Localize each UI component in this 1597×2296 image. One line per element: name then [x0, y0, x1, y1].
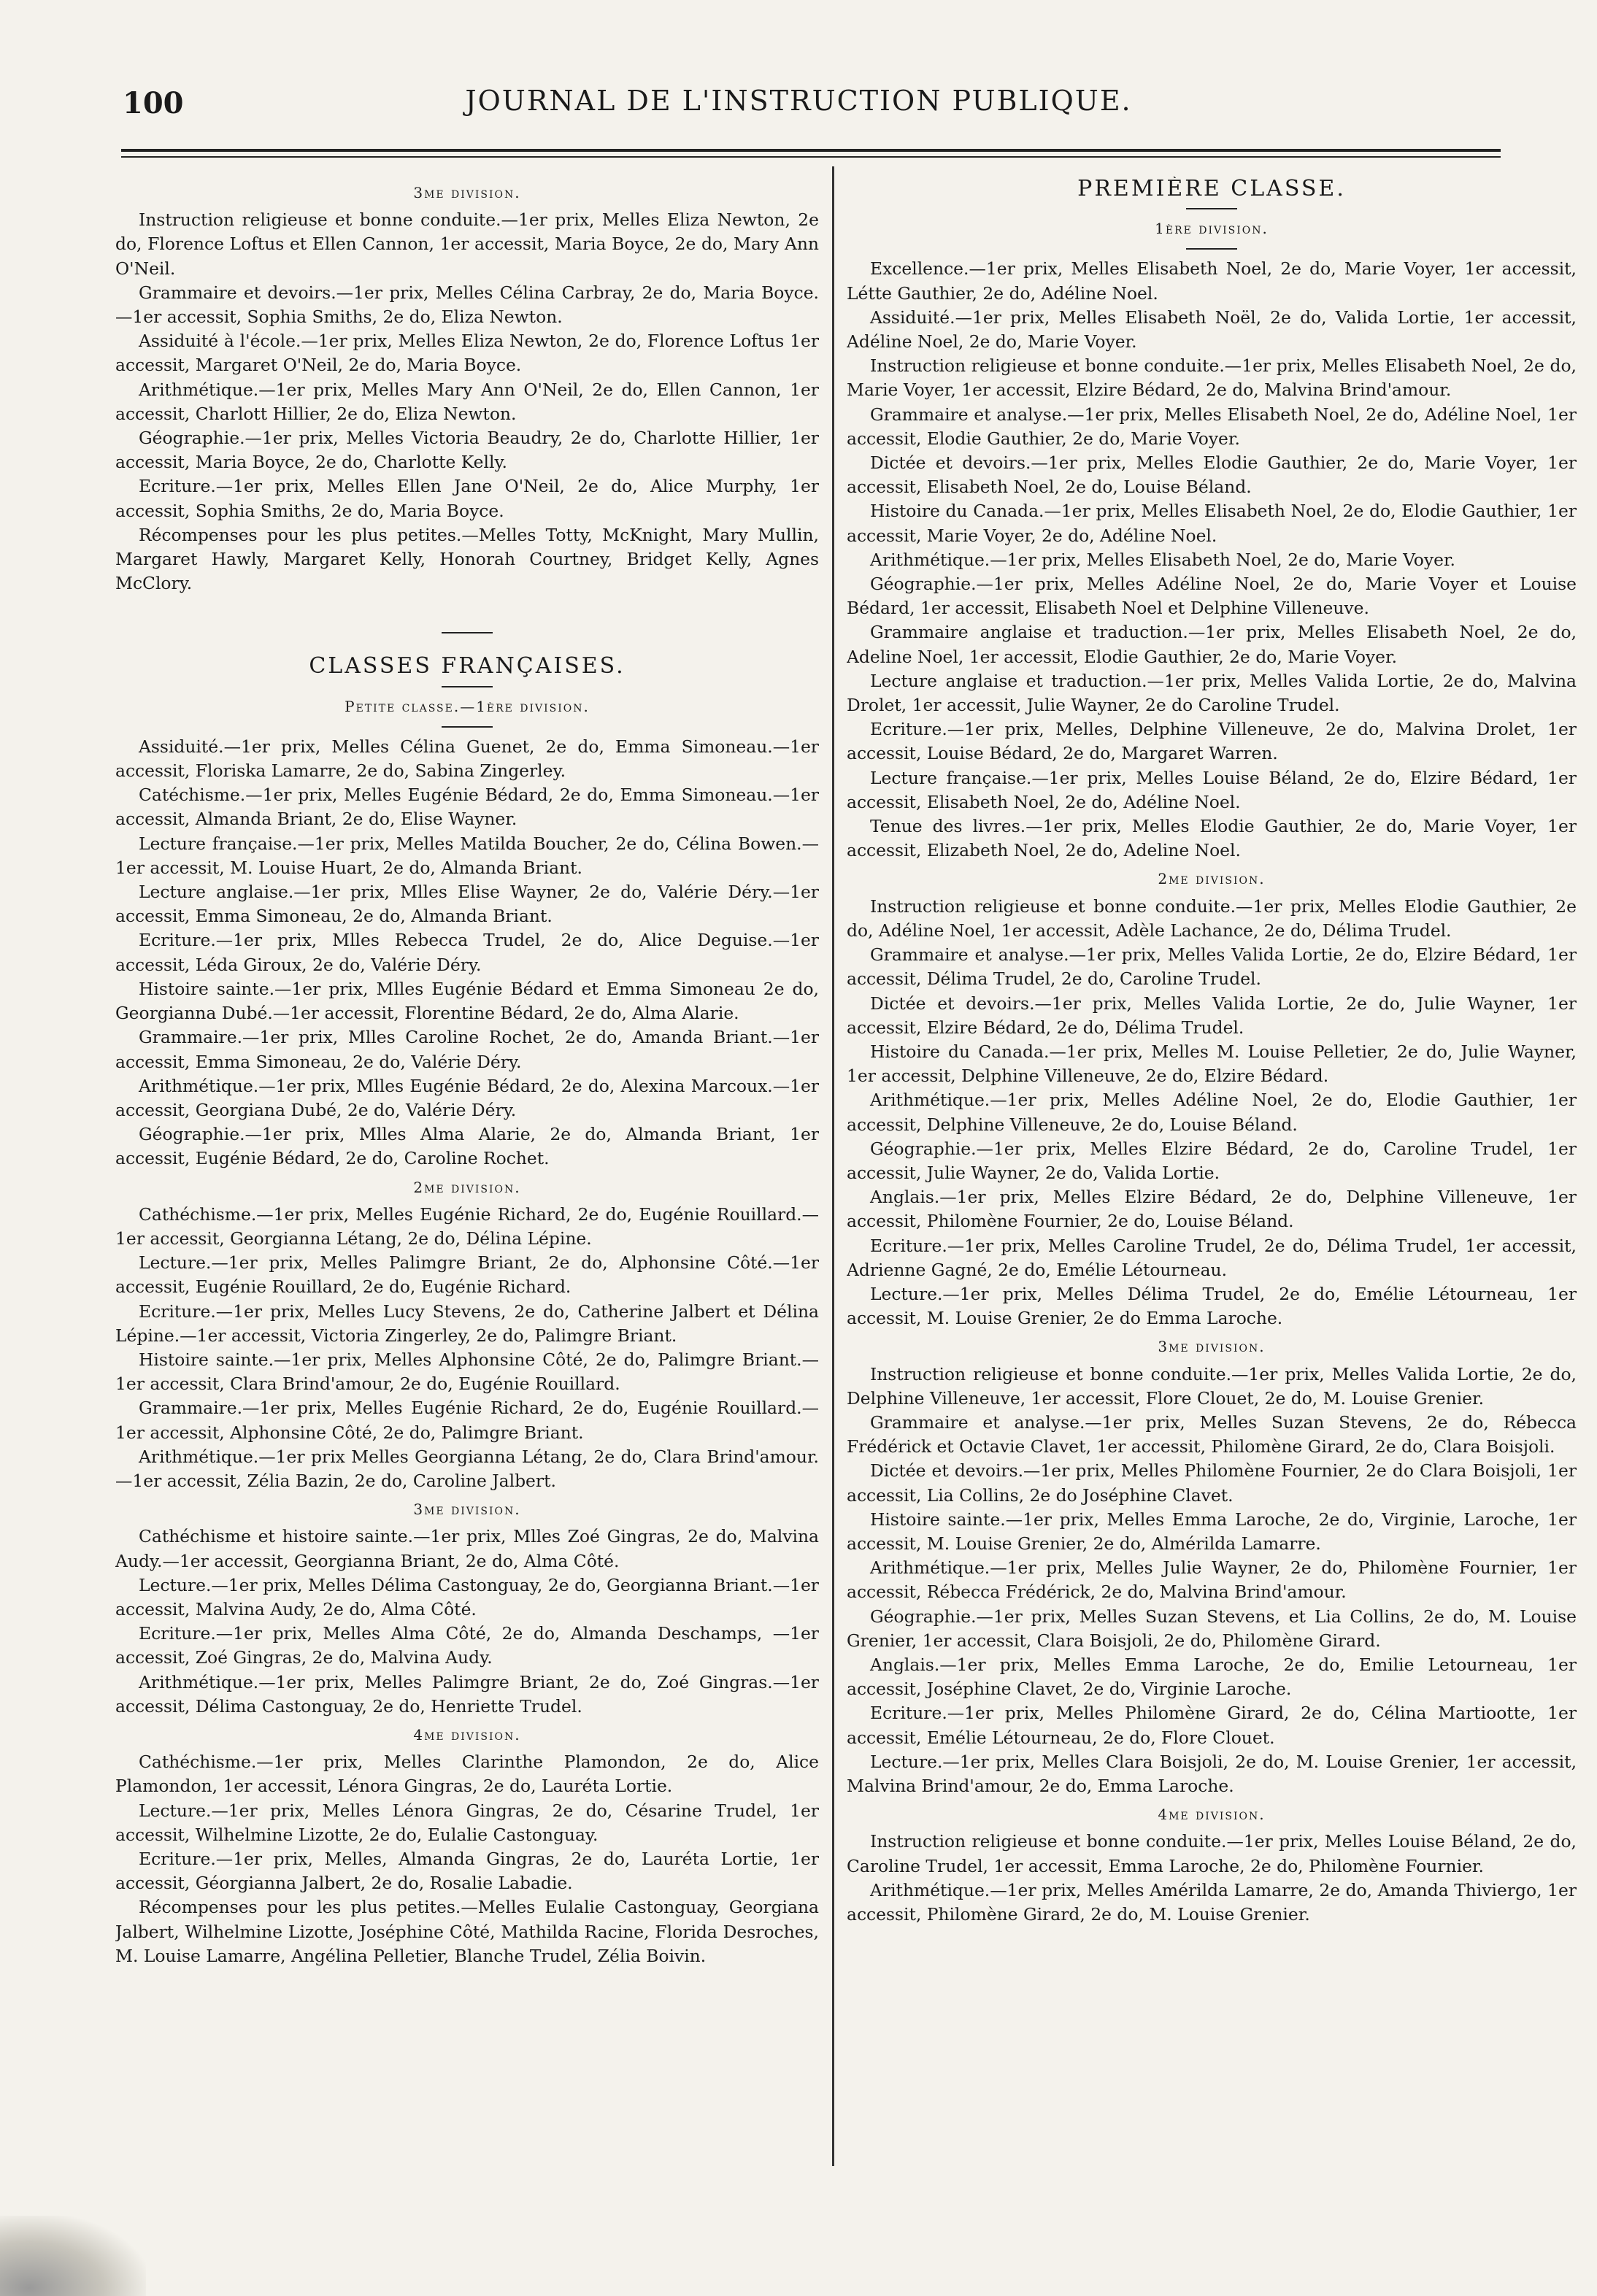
section-spacer — [115, 596, 819, 625]
section-divider — [442, 726, 493, 728]
prize-entry: Récompenses pour les plus petites.—Melles Eulalie Castonguay, Georgiana Jalbert, Wilhelmine Lizotte, Joséphine Côté, Mathilda Racine, Florida Desroches, M. Louise Lamarre, Angélina Pelletier, Blanche Trudel, Zélia Boivin. — [115, 1897, 819, 1966]
prize-entry: Géographie.—1er prix, Melles Suzan Stevens, et Lia Collins, 2e do, M. Louise Grenier, 1er accessit, Clara Boisjoli, 2e do, Philomène Girard. — [847, 1606, 1577, 1651]
prize-entry: Lecture.—1er prix, Melles Lénora Gingras, 2e do, Césarine Trudel, 1er accessit, Wilhelmine Lizotte, 2e do, Eulalie Castonguay. — [115, 1800, 819, 1845]
prize-entry: Anglais.—1er prix, Melles Emma Laroche, 2e do, Emilie Letourneau, 1er accessit, Joséphine Clavet, 2e do, Virginie Laroche. — [847, 1654, 1577, 1700]
binding-shadow — [0, 2216, 146, 2296]
prize-entry: Grammaire anglaise et traduction.—1er prix, Melles Elisabeth Noel, 2e do, Adeline Noel, 1er accessit, Elodie Gauthier, 2e do, Marie Voyer. — [847, 622, 1577, 667]
entry-list — [115, 208, 819, 596]
division-heading: 4me division. — [1158, 1806, 1266, 1824]
division-heading: 3me division. — [413, 184, 521, 201]
division-heading: 4me division. — [413, 1725, 521, 1744]
prize-entry: Arithmétique.—1er prix, Melles Mary Ann O'Neil, 2e do, Ellen Cannon, 1er accessit, Charlott Hillier, 2e do, Eliza Newton. — [115, 379, 819, 424]
header-rule-thin — [121, 156, 1501, 158]
section-title: CLASSES FRANÇAISES. — [309, 653, 626, 679]
running-head: JOURNAL DE L'INSTRUCTION PUBLIQUE. — [465, 85, 1132, 117]
division-heading: Petite classe.—1ère division. — [345, 697, 590, 715]
prize-entry: Histoire sainte.—1er prix, Melles Alphonsine Côté, 2e do, Palimgre Briant.—1er accessit, Clara Brind'amour, 2e do, Eugénie Rouillard. — [115, 1349, 819, 1395]
page-number: 100 — [123, 86, 184, 120]
prize-entry: Arithmétique.—1er prix, Melles Julie Wayner, 2e do, Philomène Fournier, 1er accessit, Rébecca Frédérick, 2e do, Malvina Brind'amour. — [847, 1557, 1577, 1603]
entry-list — [847, 257, 1577, 863]
entry-list — [115, 735, 819, 1171]
prize-entry: Anglais.—1er prix, Melles Elzire Bédard, 2e do, Delphine Villeneuve, 1er accessit, Philomène Fournier, 2e do, Louise Béland. — [847, 1187, 1577, 1232]
section-divider — [1186, 208, 1237, 209]
prize-entry: Histoire sainte.—1er prix, Mlles Eugénie Bédard et Emma Simoneau 2e do, Georgianna Dubé.—1er accessit, Florentine Bédard, 2e do, Alma Alarie. — [115, 978, 819, 1024]
prize-entry: Géographie.—1er prix, Melles Victoria Beaudry, 2e do, Charlotte Hillier, 1er accessit, Maria Boyce, 2e do, Charlotte Kelly. — [115, 428, 819, 473]
prize-entry: Histoire du Canada.—1er prix, Melles M. Louise Pelletier, 2e do, Julie Wayner, 1er accessit, Delphine Villeneuve, 2e do, Elzire Bédard. — [847, 1041, 1577, 1087]
prize-entry: Tenue des livres.—1er prix, Melles Elodie Gauthier, 2e do, Marie Voyer, 1er accessit, Elizabeth Noel, 2e do, Adeline Noel. — [847, 816, 1577, 861]
prize-entry: Grammaire et analyse.—1er prix, Melles Valida Lortie, 2e do, Elzire Bédard, 1er accessit, Délima Trudel, 2e do, Caroline Trudel. — [847, 944, 1577, 990]
prize-entry: Lecture.—1er prix, Melles Délima Castonguay, 2e do, Georgianna Briant.—1er accessit, Malvina Audy, 2e do, Alma Côté. — [115, 1574, 819, 1619]
prize-entry: Ecriture.—1er prix, Melles Philomène Girard, 2e do, Célina Martiootte, 1er accessit, Emélie Létourneau, 2e do, Flore Clouet. — [847, 1703, 1577, 1748]
prize-entry: Assiduité.—1er prix, Melles Elisabeth Noël, 2e do, Valida Lortie, 1er accessit, Adéline Noel, 2e do, Marie Voyer. — [847, 307, 1577, 353]
entry-list — [847, 1830, 1577, 1927]
prize-entry: Ecriture.—1er prix, Melles Ellen Jane O'Neil, 2e do, Alice Murphy, 1er accessit, Sophia Smiths, 2e do, Maria Boyce. — [115, 476, 819, 521]
prize-entry: Instruction religieuse et bonne conduite.—1er prix, Melles Eliza Newton, 2e do, Florence Loftus et Ellen Cannon, 1er accessit, Maria Boyce, 2e do, Mary Ann O'Neil. — [115, 209, 819, 279]
prize-entry: Grammaire.—1er prix, Melles Eugénie Richard, 2e do, Eugénie Rouillard.—1er accessit, Alphonsine Côté, 2e do, Palimgre Briant. — [115, 1398, 819, 1443]
prize-entry: Dictée et devoirs.—1er prix, Melles Valida Lortie, 2e do, Julie Wayner, 1er accessit, Elzire Bédard, 2e do, Délima Trudel. — [847, 993, 1577, 1038]
prize-entry: Ecriture.—1er prix, Melles, Delphine Villeneuve, 2e do, Malvina Drolet, 1er accessit, Louise Bédard, 2e do, Margaret Warren. — [847, 719, 1577, 764]
prize-entry: Ecriture.—1er prix, Melles, Almanda Gingras, 2e do, Lauréta Lortie, 1er accessit, Géorgianna Jalbert, 2e do, Rosalie Labadie. — [115, 1849, 819, 1894]
prize-entry: Arithmétique.—1er prix, Melles Adéline Noel, 2e do, Elodie Gauthier, 1er accessit, Delphine Villeneuve, 2e do, Louise Béland. — [847, 1090, 1577, 1135]
prize-entry: Arithmétique.—1er prix, Mlles Eugénie Bédard, 2e do, Alexina Marcoux.—1er accessit, Georgiana Dubé, 2e do, Valérie Déry. — [115, 1075, 819, 1120]
prize-entry: Géographie.—1er prix, Melles Elzire Bédard, 2e do, Caroline Trudel, 1er accessit, Julie Wayner, 2e do, Valida Lortie. — [847, 1138, 1577, 1183]
division-heading: 2me division. — [1158, 870, 1266, 888]
prize-entry: Grammaire et analyse.—1er prix, Melles Suzan Stevens, 2e do, Rébecca Frédérick et Octavie Clavet, 1er accessit, Philomène Girard, 2e do, Clara Boisjoli. — [847, 1411, 1577, 1457]
prize-entry: Ecriture.—1er prix, Mlles Rebecca Trudel, 2e do, Alice Deguise.—1er accessit, Léda Giroux, 2e do, Valérie Déry. — [115, 930, 819, 975]
division-heading: 3me division. — [413, 1501, 521, 1519]
entry-list — [115, 1203, 819, 1493]
prize-entry: Assiduité.—1er prix, Melles Célina Guenet, 2e do, Emma Simoneau.—1er accessit, Floriska Lamarre, 2e do, Sabina Zingerley. — [115, 736, 819, 782]
prize-entry: Assiduité à l'école.—1er prix, Melles Eliza Newton, 2e do, Florence Loftus 1er accessit, Margaret O'Neil, 2e do, Maria Boyce. — [115, 331, 819, 376]
division-heading: 3me division. — [1158, 1338, 1266, 1356]
section-divider — [442, 632, 493, 633]
prize-entry: Instruction religieuse et bonne conduite.—1er prix, Melles Valida Lortie, 2e do, Delphine Villeneuve, 1er accessit, Flore Clouet, 2e do, M. Louise Grenier. — [847, 1363, 1577, 1409]
prize-entry: Grammaire.—1er prix, Mlles Caroline Rochet, 2e do, Amanda Briant.—1er accessit, Emma Simoneau, 2e do, Valérie Déry. — [115, 1027, 819, 1072]
prize-entry: Histoire du Canada.—1er prix, Melles Elisabeth Noel, 2e do, Elodie Gauthier, 1er accessit, Marie Voyer, 2e do, Adéline Noel. — [847, 501, 1577, 546]
prize-entry: Lecture.—1er prix, Melles Palimgre Briant, 2e do, Alphonsine Côté.—1er accessit, Eugénie Rouillard, 2e do, Eugénie Richard. — [115, 1252, 819, 1298]
entry-list — [115, 1525, 819, 1719]
entry-list — [847, 895, 1577, 1331]
prize-entry: Instruction religieuse et bonne conduite.—1er prix, Melles Elisabeth Noel, 2e do, Marie Voyer, 1er accessit, Elzire Bédard, 2e do, Malvina Brind'amour. — [847, 355, 1577, 401]
prize-entry: Ecriture.—1er prix, Melles Caroline Trudel, 2e do, Délima Trudel, 1er accessit, Adrienne Gagné, 2e do, Emélie Létourneau. — [847, 1235, 1577, 1280]
prize-entry: Ecriture.—1er prix, Melles Lucy Stevens, 2e do, Catherine Jalbert et Délina Lépine.—1er accessit, Victoria Zingerley, 2e do, Palimgre Briant. — [115, 1301, 819, 1346]
prize-entry: Géographie.—1er prix, Mlles Alma Alarie, 2e do, Almanda Briant, 1er accessit, Eugénie Bédard, 2e do, Caroline Rochet. — [115, 1124, 819, 1169]
division-heading: 1ère division. — [1155, 220, 1269, 238]
prize-entry: Cathéchisme et histoire sainte.—1er prix, Mlles Zoé Gingras, 2e do, Malvina Audy.—1er accessit, Georgianna Briant, 2e do, Alma Côté. — [115, 1526, 819, 1571]
prize-entry: Arithmétique.—1er prix, Melles Palimgre Briant, 2e do, Zoé Gingras.—1er accessit, Délima Castonguay, 2e do, Henriette Trudel. — [115, 1671, 819, 1717]
prize-entry: Histoire sainte.—1er prix, Melles Emma Laroche, 2e do, Virginie, Laroche, 1er accessit, M. Louise Grenier, 2e do, Almérilda Lamarre. — [847, 1509, 1577, 1554]
prize-entry: Ecriture.—1er prix, Melles Alma Côté, 2e do, Almanda Deschamps, —1er accessit, Zoé Gingras, 2e do, Malvina Audy. — [115, 1623, 819, 1668]
prize-entry: Lecture française.—1er prix, Melles Matilda Boucher, 2e do, Célina Bowen.—1er accessit, M. Louise Huart, 2e do, Almanda Briant. — [115, 833, 819, 878]
prize-entry: Lecture française.—1er prix, Melles Louise Béland, 2e do, Elzire Bédard, 1er accessit, Elisabeth Noel, 2e do, Adéline Noel. — [847, 767, 1577, 812]
entry-list — [847, 1363, 1577, 1799]
prize-entry: Cathéchisme.—1er prix, Melles Eugénie Richard, 2e do, Eugénie Rouillard.—1er accessit, Georgianna Létang, 2e do, Délina Lépine. — [115, 1203, 819, 1249]
header-rule — [121, 149, 1501, 152]
prize-entry: Instruction religieuse et bonne conduite.—1er prix, Melles Louise Béland, 2e do, Caroline Trudel, 1er accessit, Emma Laroche, 2e do, Philomène Fournier. — [847, 1831, 1577, 1876]
section-divider — [442, 686, 493, 687]
prize-entry: Lecture anglaise et traduction.—1er prix, Melles Valida Lortie, 2e do, Malvina Drolet, 1er accessit, Julie Wayner, 2e do Caroline Trudel. — [847, 670, 1577, 716]
entry-list — [115, 1750, 819, 1968]
prize-entry: Dictée et devoirs.—1er prix, Melles Philomène Fournier, 2e do Clara Boisjoli, 1er accessit, Lia Collins, 2e do Joséphine Clavet. — [847, 1460, 1577, 1506]
right-column — [847, 177, 1577, 2264]
prize-entry: Arithmétique.—1er prix Melles Georgianna Létang, 2e do, Clara Brind'amour.—1er accessit, Zélia Bazin, 2e do, Caroline Jalbert. — [115, 1446, 819, 1491]
prize-entry: Lecture.—1er prix, Melles Clara Boisjoli, 2e do, M. Louise Grenier, 1er accessit, Malvina Brind'amour, 2e do, Emma Laroche. — [847, 1751, 1577, 1796]
left-column — [115, 177, 819, 2264]
prize-entry: Catéchisme.—1er prix, Melles Eugénie Bédard, 2e do, Emma Simoneau.—1er accessit, Almanda Briant, 2e do, Elise Wayner. — [115, 785, 819, 830]
prize-entry: Géographie.—1er prix, Melles Adéline Noel, 2e do, Marie Voyer et Louise Bédard, 1er accessit, Elisabeth Noel et Delphine Villeneuve. — [847, 574, 1577, 619]
column-rule — [832, 166, 834, 2166]
section-title: PREMIÈRE CLASSE. — [1077, 177, 1346, 201]
prize-entry: Dictée et devoirs.—1er prix, Melles Elodie Gauthier, 2e do, Marie Voyer, 1er accessit, Elisabeth Noel, 2e do, Louise Béland. — [847, 452, 1577, 498]
prize-entry: Récompenses pour les plus petites.—Melles Totty, McKnight, Mary Mullin, Margaret Hawly, Margaret Kelly, Honorah Courtney, Bridget Kelly, Agnes McClory. — [115, 524, 819, 594]
prize-entry: Grammaire et analyse.—1er prix, Melles Elisabeth Noel, 2e do, Adéline Noel, 1er accessit, Elodie Gauthier, 2e do, Marie Voyer. — [847, 404, 1577, 449]
prize-entry: Lecture.—1er prix, Melles Délima Trudel, 2e do, Emélie Létourneau, 1er accessit, M. Louise Grenier, 2e do Emma Laroche. — [847, 1283, 1577, 1329]
prize-entry: Cathéchisme.—1er prix, Melles Clarinthe Plamondon, 2e do, Alice Plamondon, 1er accessit, Lénora Gingras, 2e do, Lauréta Lortie. — [115, 1752, 819, 1797]
section-divider — [1186, 248, 1237, 250]
division-heading: 2me division. — [413, 1178, 521, 1196]
prize-entry: Arithmétique.—1er prix, Melles Amérilda Lamarre, 2e do, Amanda Thiviergo, 1er accessit, Philomène Girard, 2e do, M. Louise Grenier. — [847, 1879, 1577, 1925]
prize-entry: Arithmétique.—1er prix, Melles Elisabeth Noel, 2e do, Marie Voyer. — [870, 549, 1455, 570]
prize-entry: Instruction religieuse et bonne conduite.—1er prix, Melles Elodie Gauthier, 2e do, Adéline Noel, 1er accessit, Adèle Lachance, 2e do, Délima Trudel. — [847, 895, 1577, 941]
prize-entry: Grammaire et devoirs.—1er prix, Melles Célina Carbray, 2e do, Maria Boyce.—1er accessit, Sophia Smiths, 2e do, Eliza Newton. — [115, 282, 819, 328]
prize-entry: Lecture anglaise.—1er prix, Mlles Elise Wayner, 2e do, Valérie Déry.—1er accessit, Emma Simoneau, 2e do, Almanda Briant. — [115, 882, 819, 927]
prize-entry: Excellence.—1er prix, Melles Elisabeth Noel, 2e do, Marie Voyer, 1er accessit, Létte Gauthier, 2e do, Adéline Noel. — [847, 258, 1577, 304]
